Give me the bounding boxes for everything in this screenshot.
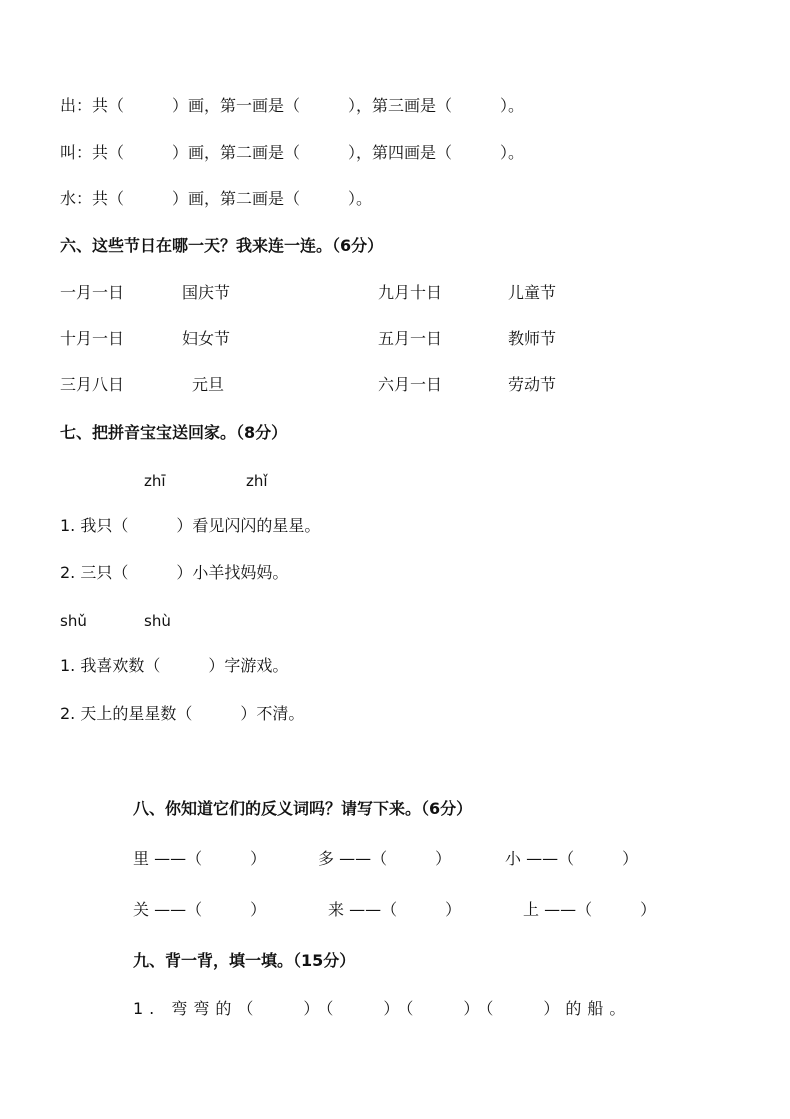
- fill-sentence: 1. 我喜欢数（ ）字游戏。: [60, 656, 289, 675]
- antonym-item: 小 ——（ ）: [505, 849, 639, 868]
- fill-sentence: 1. 弯弯的（ ）（ ）（ ）（ ）的船。: [133, 999, 632, 1018]
- section-8-title: 八、你知道它们的反义词吗？请写下来。（6分）: [133, 799, 473, 818]
- pinyin-label: zhī: [144, 472, 166, 490]
- festival-cell: 国庆节: [182, 283, 231, 302]
- pinyin-label: shù: [144, 612, 171, 630]
- date-cell: 一月一日: [60, 283, 125, 302]
- section-9-title: 九、背一背，填一填。（15分）: [133, 951, 356, 970]
- section-7-title: 七、把拼音宝宝送回家。（8分）: [60, 423, 288, 442]
- date-cell: 五月一日: [378, 329, 443, 348]
- pinyin-label: shǔ: [60, 612, 87, 630]
- stroke-line-shui: 水：共（ ）画，第二画是（ ）。: [60, 189, 373, 208]
- antonym-item: 来 ——（ ）: [328, 900, 462, 919]
- antonym-item: 里 ——（ ）: [133, 849, 267, 868]
- festival-cell: 儿童节: [508, 283, 557, 302]
- stroke-line-chu: 出：共（ ）画，第一画是（ ），第三画是（ ）。: [60, 96, 525, 115]
- stroke-line-jiao: 叫：共（ ）画，第二画是（ ），第四画是（ ）。: [60, 143, 525, 162]
- section-6-title: 六、这些节日在哪一天？我来连一连。（6分）: [60, 236, 384, 255]
- fill-sentence: 2. 天上的星星数（ ）不清。: [60, 704, 305, 723]
- antonym-item: 上 ——（ ）: [523, 900, 657, 919]
- fill-sentence: 1. 我只（ ）看见闪闪的星星。: [60, 516, 321, 535]
- festival-cell: 元旦: [192, 375, 225, 394]
- antonym-item: 多 ——（ ）: [318, 849, 452, 868]
- date-cell: 十月一日: [60, 329, 125, 348]
- festival-cell: 教师节: [508, 329, 557, 348]
- festival-cell: 妇女节: [182, 329, 231, 348]
- festival-cell: 劳动节: [508, 375, 557, 394]
- pinyin-label: zhǐ: [246, 472, 268, 490]
- fill-sentence: 2. 三只（ ）小羊找妈妈。: [60, 563, 289, 582]
- date-cell: 六月一日: [378, 375, 443, 394]
- date-cell: 九月十日: [378, 283, 443, 302]
- date-cell: 三月八日: [60, 375, 125, 394]
- antonym-item: 关 ——（ ）: [133, 900, 267, 919]
